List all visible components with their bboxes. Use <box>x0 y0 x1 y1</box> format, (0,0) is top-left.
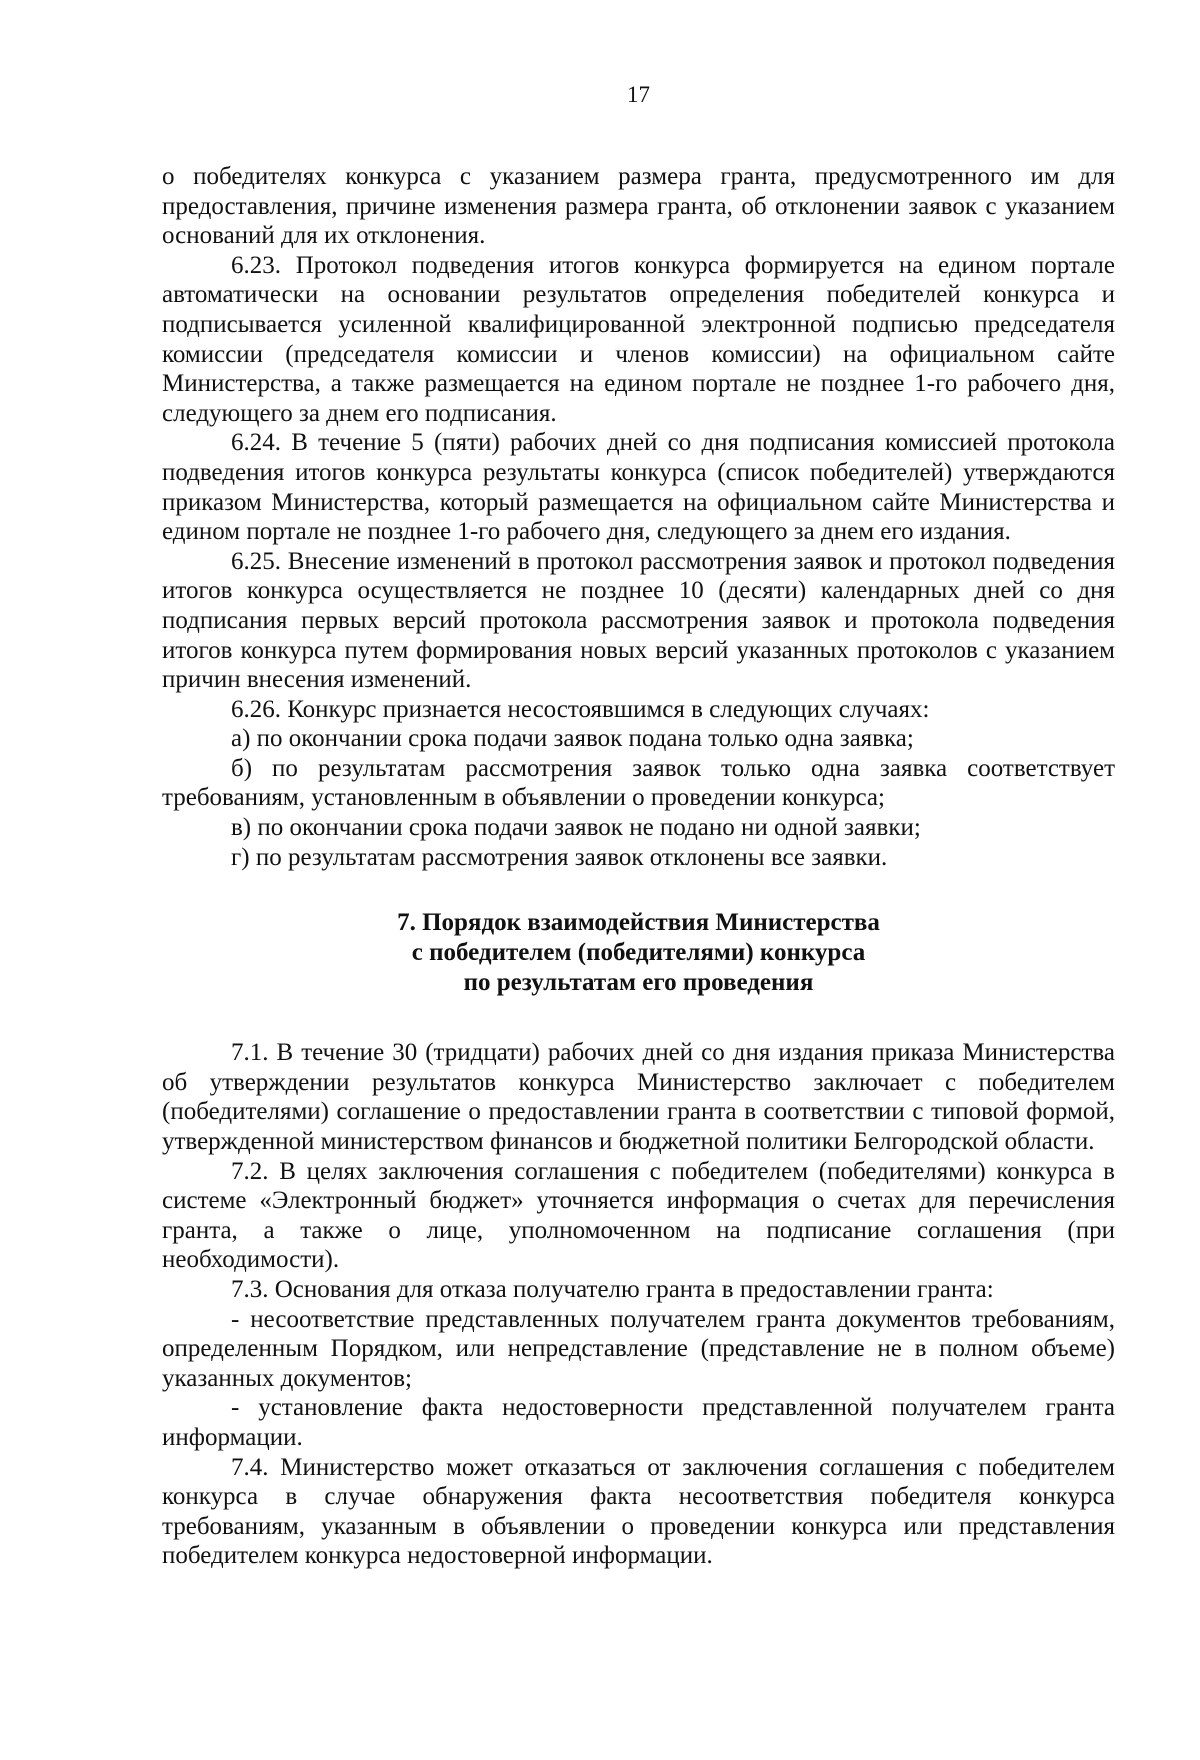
paragraph-7-3: 7.3. Основания для отказа получателю гранта в предоставлении гранта: <box>231 1276 994 1303</box>
paragraph-6-25: 6.25. Внесение изменений в протокол рассмотрения заявок и протокол подведения итогов конкурса осуществляется не позднее 10 (десяти) календарных дней со дня подписания первых версий протокола рассмотрения заявок и протокола подведения итогов конкурса путем формирования новых версий указанных протоколов с указанием причин внесения изменений. <box>162 547 1115 694</box>
section-title-line: по результатам его проведения <box>463 969 814 997</box>
paragraph-7-2: 7.2. В целях заключения соглашения с победителем (победителями) конкурса в системе «Электронный бюджет» уточняется информация о счетах для перечисления гранта, а также о лице, уполномоченном на подписание соглашения (при необходимости). <box>162 1157 1115 1274</box>
paragraph-7-4: 7.4. Министерство может отказаться от заключения соглашения с победителем конкурса в случае обнаружения факта несоответствия победителя конкурса требованиям, указанным в объявлении о проведении конкурса или представления победителем конкурса недостоверной информации. <box>162 1453 1115 1570</box>
paragraph-continuation: о победителях конкурса с указанием размера гранта, предусмотренного им для предоставления, причине изменения размера гранта, об отклонении заявок с указанием оснований для их отклонения. <box>162 163 1115 250</box>
paragraph-6-26-g: г) по результатам рассмотрения заявок отклонены все заявки. <box>231 843 888 871</box>
paragraph-6-26-v: в) по окончании срока подачи заявок не подано ни одной заявки; <box>231 814 921 842</box>
paragraph-7-3-item-1: - несоответствие представленных получателем гранта документов требованиям, определенным Порядком, или непредставление (представление не в полном объеме) указанных документов; <box>162 1305 1115 1392</box>
paragraph-6-26-b: б) по результатам рассмотрения заявок только одна заявка соответствует требованиям, установленным в объявлении о проведении конкурса; <box>162 754 1115 812</box>
section-title-line: с победителем (победителями) конкурса <box>411 939 866 967</box>
paragraph-7-3-item-2: - установление факта недостоверности представленной получателем гранта информации. <box>162 1394 1115 1451</box>
paragraph-6-24: 6.24. В течение 5 (пяти) рабочих дней со дня подписания комиссией протокола подведения итогов конкурса результаты конкурса (список победителей) утверждаются приказом Министерства, который размещается на официальном сайте Министерства и едином портале не позднее 1-го рабочего дня, следующего за днем его издания. <box>162 429 1115 546</box>
paragraph-6-26: 6.26. Конкурс признается несостоявшимся в следующих случаях: <box>231 695 930 723</box>
paragraph-6-26-a: а) по окончании срока подачи заявок подана только одна заявка; <box>231 725 914 753</box>
section-title <box>162 908 1115 998</box>
page-number: 17 <box>627 82 650 107</box>
body-text-after <box>162 1038 1115 1571</box>
paragraph-6-23: 6.23. Протокол подведения итогов конкурса формируется на едином портале автоматически на основании результатов определения победителей конкурса и подписывается усиленной квалифицированной электронной подписью председателя комиссии (председателя комиссии и членов комиссии) на официальном сайте Министерства, а также размещается на едином портале не позднее 1-го рабочего дня, следующего за днем его подписания. <box>162 251 1115 427</box>
section-title-line: 7. Порядок взаимодействия Министерства <box>397 909 880 937</box>
paragraph-7-1: 7.1. В течение 30 (тридцати) рабочих дней со дня издания приказа Министерства об утверждении результатов конкурса Министерство заключает с победителем (победителями) соглашение о предоставлении гранта в соответствии с типовой формой, утвержденной министерством финансов и бюджетной политики Белгородской области. <box>162 1039 1115 1156</box>
body-text-before <box>162 162 1115 872</box>
